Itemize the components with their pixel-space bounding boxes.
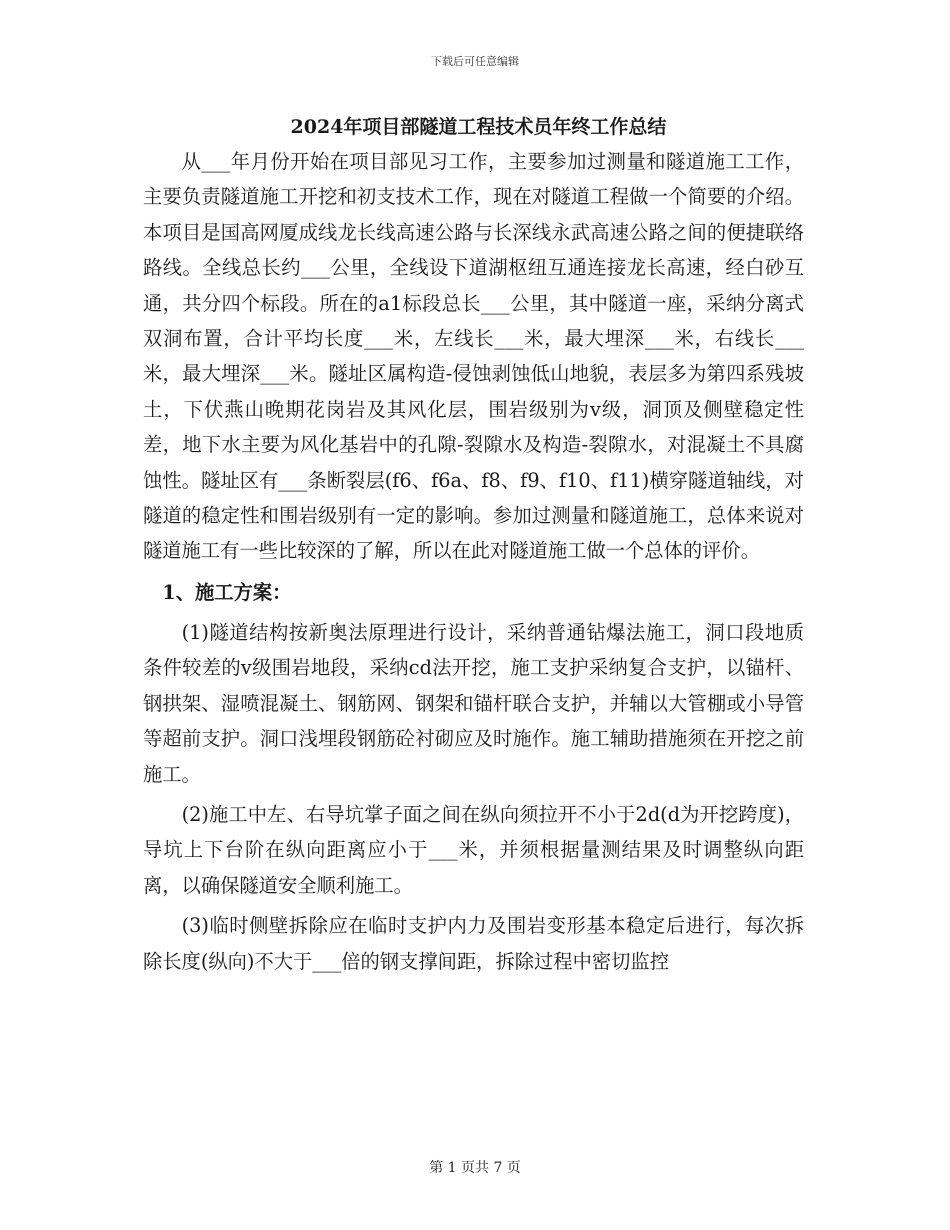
plan-item-2: (2)施工中左、右导坑掌子面之间在纵向须拉开不小于2d(d为开挖跨度)，导坑上下台阶在纵向距离应小于___米，并须根据量测结果及时调整纵向距离，以确保隧道安全顺利施工。 [143,802,804,897]
document-title: 2024年项目部隧道工程技术员年终工作总结 [290,116,667,138]
intro-paragraph: 从___年月份开始在项目部见习工作，主要参加过测量和隧道施工工作，主要负责隧道施工开挖和初支技术工作，现在对隧道工程做一个简要的介绍。本项目是国高网厦成线龙长线高速公路与长深线永武高速公路之间的便捷联络路线。全线总长约___公里，全线设下道湖枢纽互通连接龙长高速，经白砂互通，共分四个标段。所在的a1标段总长___公里，其中隧道一座，采纳分离式双洞布置，合计平均长度___米，左线长___米，最大埋深___米，右线长___米，最大埋深___米。隧址区属构造-侵蚀剥蚀低山地貌，表层多为第四系残坡土，下伏燕山晚期花岗岩及其风化层，围岩级别为v级，洞顶及侧壁稳定性差，地下水主要为风化基岩中的孔隙-裂隙水及构造-裂隙水，对混凝土不具腐蚀性。隧址区有___条断裂层(f6、f6a、f8、f9、f10、f11)横穿隧道轴线，对隧道的稳定性和围岩级别有一定的影响。参加过测量和隧道施工，总体来说对隧道施工有一些比较深的了解，所以在此对隧道施工做一个总体的评价。 [143,150,804,563]
page-number: 第 1 页共 7 页 [429,1160,521,1176]
section-heading-construction-plan: 1、施工方案： [162,580,292,604]
page-header-note: 下载后可任意编辑 [431,55,519,68]
plan-item-3: (3)临时侧壁拆除应在临时支护内力及围岩变形基本稳定后进行，每次拆除长度(纵向)不大于___倍的钢支撑间距，拆除过程中密切监控 [143,914,804,973]
document-body [143,110,804,984]
plan-item-1: (1)隧道结构按新奥法原理进行设计，采纳普通钻爆法施工，洞口段地质条件较差的v级围岩地段，采纳cd法开挖，施工支护采纳复合支护，以锚杆、钢拱架、湿喷混凝土、钢筋网、钢架和锚杆联合支护，并辅以大管棚或小导管等超前支护。洞口浅埋段钢筋砼衬砌应及时施作。施工辅助措施须在开挖之前施工。 [143,620,804,786]
